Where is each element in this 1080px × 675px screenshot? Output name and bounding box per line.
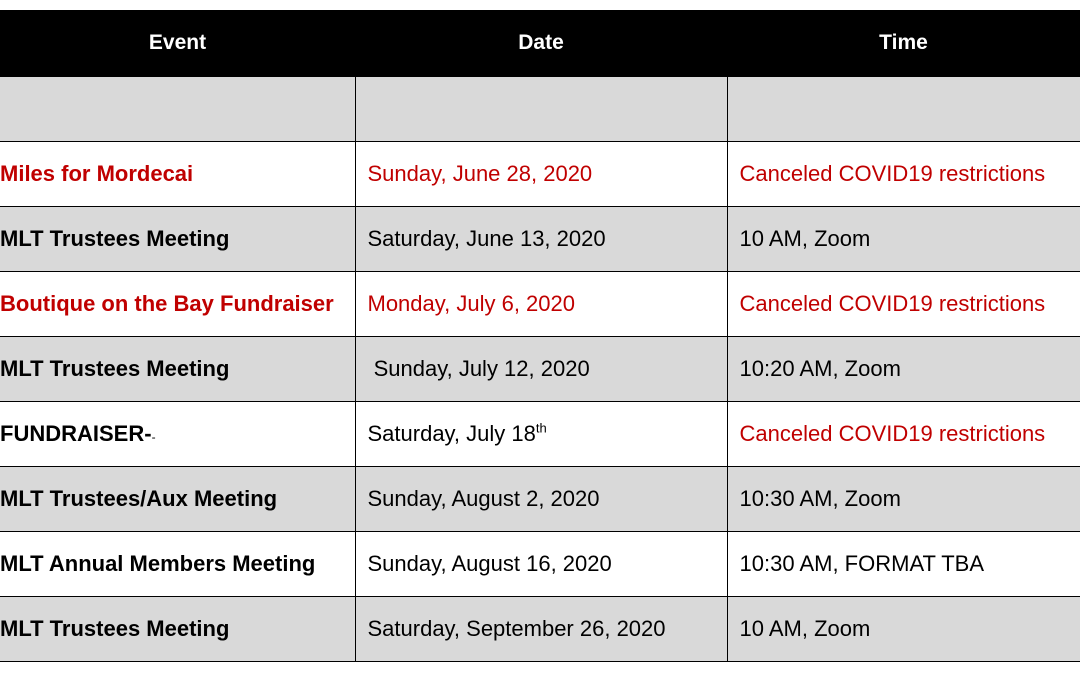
event-cell: Boutique on the Bay Fundraiser xyxy=(0,272,355,337)
date-cell xyxy=(355,337,727,402)
table-row xyxy=(0,207,1080,272)
event-cell: MLT Annual Members Meeting xyxy=(0,532,355,597)
events-schedule xyxy=(0,10,1080,662)
date-cell: Saturday, June 13, 2020 xyxy=(355,207,727,272)
header-event: Event xyxy=(0,10,355,77)
event-mark: - xyxy=(151,430,156,444)
table-header-row xyxy=(0,10,1080,77)
date-cell: Monday, July 6, 2020 xyxy=(355,272,727,337)
event-cell: MLT Trustees Meeting xyxy=(0,597,355,662)
table-row xyxy=(0,467,1080,532)
time-cell xyxy=(727,77,1080,142)
table-row xyxy=(0,337,1080,402)
date-text: Sunday, July 12, 2020 xyxy=(367,356,590,381)
time-cell: Canceled COVID19 restrictions xyxy=(727,402,1080,467)
date-text: Saturday, July 18 xyxy=(367,421,536,446)
event-cell: MLT Trustees Meeting xyxy=(0,207,355,272)
table-row xyxy=(0,532,1080,597)
time-cell: 10:20 AM, Zoom xyxy=(727,337,1080,402)
table-row xyxy=(0,77,1080,142)
header-time: Time xyxy=(727,10,1080,77)
event-cell xyxy=(0,402,355,467)
time-cell: 10:30 AM, Zoom xyxy=(727,467,1080,532)
time-cell: 10:30 AM, FORMAT TBA xyxy=(727,532,1080,597)
time-cell: 10 AM, Zoom xyxy=(727,597,1080,662)
event-cell xyxy=(0,77,355,142)
table-row xyxy=(0,402,1080,467)
event-cell: MLT Trustees Meeting xyxy=(0,337,355,402)
date-cell: Sunday, August 2, 2020 xyxy=(355,467,727,532)
date-cell: Sunday, June 28, 2020 xyxy=(355,142,727,207)
time-cell: Canceled COVID19 restrictions xyxy=(727,142,1080,207)
date-ordinal-suffix: th xyxy=(535,420,547,436)
time-cell: Canceled COVID19 restrictions xyxy=(727,272,1080,337)
event-cell: Miles for Mordecai xyxy=(0,142,355,207)
table-row xyxy=(0,597,1080,662)
table-row xyxy=(0,272,1080,337)
header-date: Date xyxy=(355,10,727,77)
date-cell: Saturday, September 26, 2020 xyxy=(355,597,727,662)
time-cell: 10 AM, Zoom xyxy=(727,207,1080,272)
table-row xyxy=(0,142,1080,207)
event-cell: MLT Trustees/Aux Meeting xyxy=(0,467,355,532)
date-cell xyxy=(355,402,727,467)
date-cell: Sunday, August 16, 2020 xyxy=(355,532,727,597)
events-table xyxy=(0,10,1080,662)
date-cell xyxy=(355,77,727,142)
event-text: FUNDRAISER- xyxy=(0,421,152,446)
